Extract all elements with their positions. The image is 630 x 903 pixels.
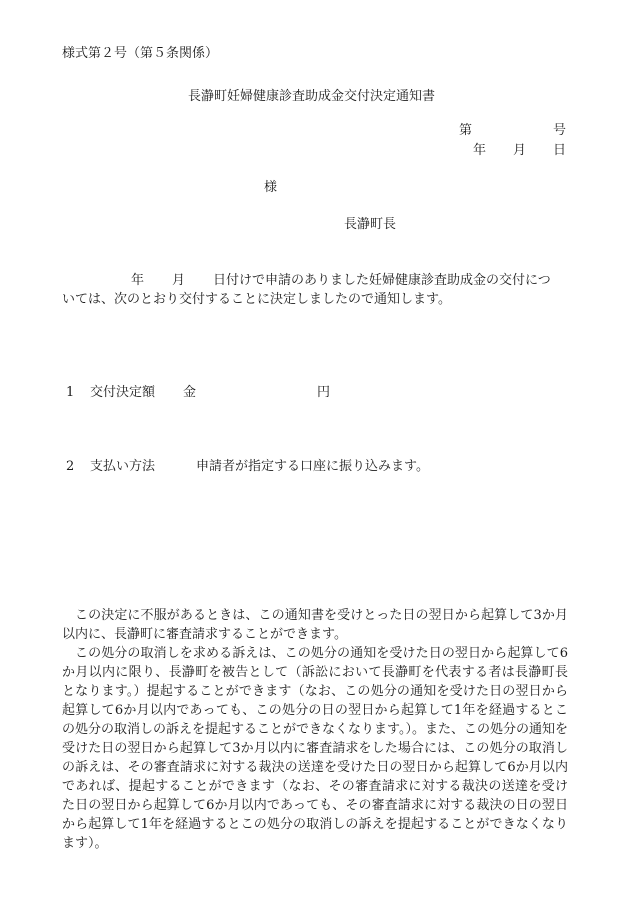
- doc-number-prefix: 第: [459, 123, 473, 138]
- intro-text-line2: いては、次のとおり交付することに決定しましたので通知します。: [62, 292, 451, 307]
- intro-month-label: 月: [172, 273, 186, 288]
- appeal-notice-paragraph-1: この決定に不服があるときは、この通知書を受けとった日の翌日から起算して3か月以内に、長瀞町に審査請求することができます。: [62, 608, 568, 642]
- document-title: 長瀞町妊婦健康診査助成金交付決定通知書: [188, 89, 436, 104]
- item-2-label: 支払い方法: [90, 459, 156, 474]
- date-month-label: 月: [513, 143, 527, 158]
- item-1-label: 交付決定額: [90, 385, 156, 400]
- date-year-label: 年: [473, 143, 487, 158]
- intro-text-line1: 日付けで申請のありました妊婦健康診査助成金の交付につ: [213, 273, 551, 288]
- item-1-prefix: 金: [183, 385, 197, 400]
- form-label: 様式第２号（第５条関係）: [62, 46, 219, 61]
- doc-number-suffix: 号: [553, 123, 567, 138]
- item-2-value: 申請者が指定する口座に振り込みます。: [196, 459, 429, 474]
- item-2-number: 2: [66, 459, 75, 474]
- recipient-suffix: 様: [264, 180, 278, 195]
- appeal-notice: [62, 606, 568, 853]
- date-day-label: 日: [553, 143, 567, 158]
- intro-year-label: 年: [131, 273, 145, 288]
- item-1-unit: 円: [317, 385, 331, 400]
- item-1-number: 1: [66, 385, 75, 400]
- issuer-name: 長瀞町長: [344, 217, 397, 232]
- appeal-notice-paragraph-2: この処分の取消しを求める訴えは、この処分の通知を受けた日の翌日から起算して6か月以内に限り、長瀞町を被告として（訴訟において長瀞町を代表する者は長瀞町長となります。）提起することができます（なお、この処分の通知を受けた日の翌日から起算して6か月以内であっても、この処分の日の翌日から起算して1年を経過するとこの処分の取消しの訴えを提起することができなくなります。）。また、この処分の通知を受けた日の翌日から起算して3か月以内に審査請求をした場合には、この処分の取消しの訴えは、その審査請求に対する裁決の送達を受けた日の翌日から起算して6か月以内であれば、提起することができます（なお、その審査請求に対する裁決の送達を受けた日の翌日から起算して6か月以内であっても、その審査請求に対する裁決の日の翌日から起算して1年を経過するとこの処分の取消しの訴えを提起することができなくなります）。: [62, 646, 568, 851]
